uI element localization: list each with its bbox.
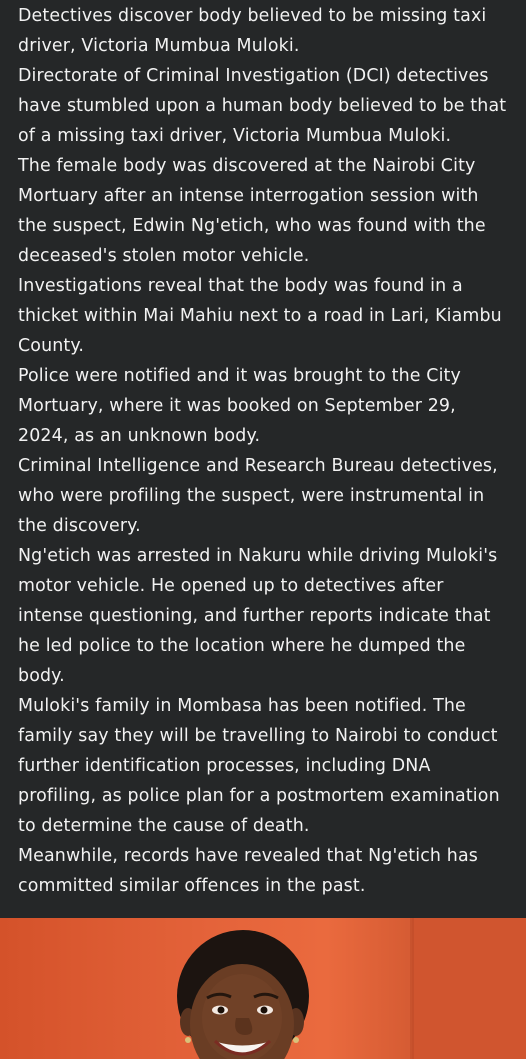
- post-line: profiling, as police plan for a postmortem examination: [18, 786, 500, 806]
- post-line: Mortuary, where it was booked on September 29,: [18, 396, 456, 416]
- pupil-left: [218, 1007, 225, 1014]
- post-line: Detectives discover body believed to be missing taxi: [18, 6, 487, 26]
- post-line: County.: [18, 336, 85, 356]
- post-line: thicket within Mai Mahiu next to a road in Lari, Kiambu: [18, 306, 502, 326]
- post-line: of a missing taxi driver, Victoria Mumbua Muloki.: [18, 126, 452, 146]
- post-line: further identification processes, including DNA: [18, 756, 431, 776]
- post-line: Muloki's family in Mombasa has been notified. The: [18, 696, 466, 716]
- post-line: Directorate of Criminal Investigation (DCI) detectives: [18, 66, 489, 86]
- post-line: Investigations reveal that the body was found in a: [18, 276, 463, 296]
- post-line: family say they will be travelling to Nairobi to conduct: [18, 726, 498, 746]
- earring-left: [185, 1037, 191, 1043]
- post-line: committed similar offences in the past.: [18, 876, 366, 896]
- post-line: have stumbled upon a human body believed to be that: [18, 96, 507, 116]
- post-line: Criminal Intelligence and Research Bureau detectives,: [18, 456, 498, 476]
- post-line: Ng'etich was arrested in Nakuru while driving Muloki's: [18, 546, 498, 566]
- post-line: to determine the cause of death.: [18, 816, 310, 836]
- post-line: he led police to the location where he dumped the: [18, 636, 466, 656]
- post-line: The female body was discovered at the Nairobi City: [18, 156, 476, 176]
- post-photo[interactable]: [0, 918, 526, 1059]
- post-line: 2024, as an unknown body.: [18, 426, 261, 446]
- portrait-illustration: [0, 918, 526, 1059]
- earring-right: [293, 1037, 299, 1043]
- backdrop-panel: [412, 918, 526, 1059]
- post-line: deceased's stolen motor vehicle.: [18, 246, 310, 266]
- post-line: Meanwhile, records have revealed that Ng'etich has: [18, 846, 478, 866]
- pupil-right: [261, 1007, 268, 1014]
- post-line: who were profiling the suspect, were instrumental in: [18, 486, 485, 506]
- post-line: Mortuary after an intense interrogation session with: [18, 186, 479, 206]
- post-line: body.: [18, 666, 65, 686]
- post-line: intense questioning, and further reports indicate that: [18, 606, 491, 626]
- post-line: the suspect, Edwin Ng'etich, who was found with the: [18, 216, 486, 236]
- backdrop-divider: [410, 918, 414, 1059]
- post-line: driver, Victoria Mumbua Muloki.: [18, 36, 300, 56]
- nose: [235, 1018, 252, 1035]
- post-line: motor vehicle. He opened up to detectives after: [18, 576, 444, 596]
- post-line: Police were notified and it was brought to the City: [18, 366, 461, 386]
- post-line: the discovery.: [18, 516, 141, 536]
